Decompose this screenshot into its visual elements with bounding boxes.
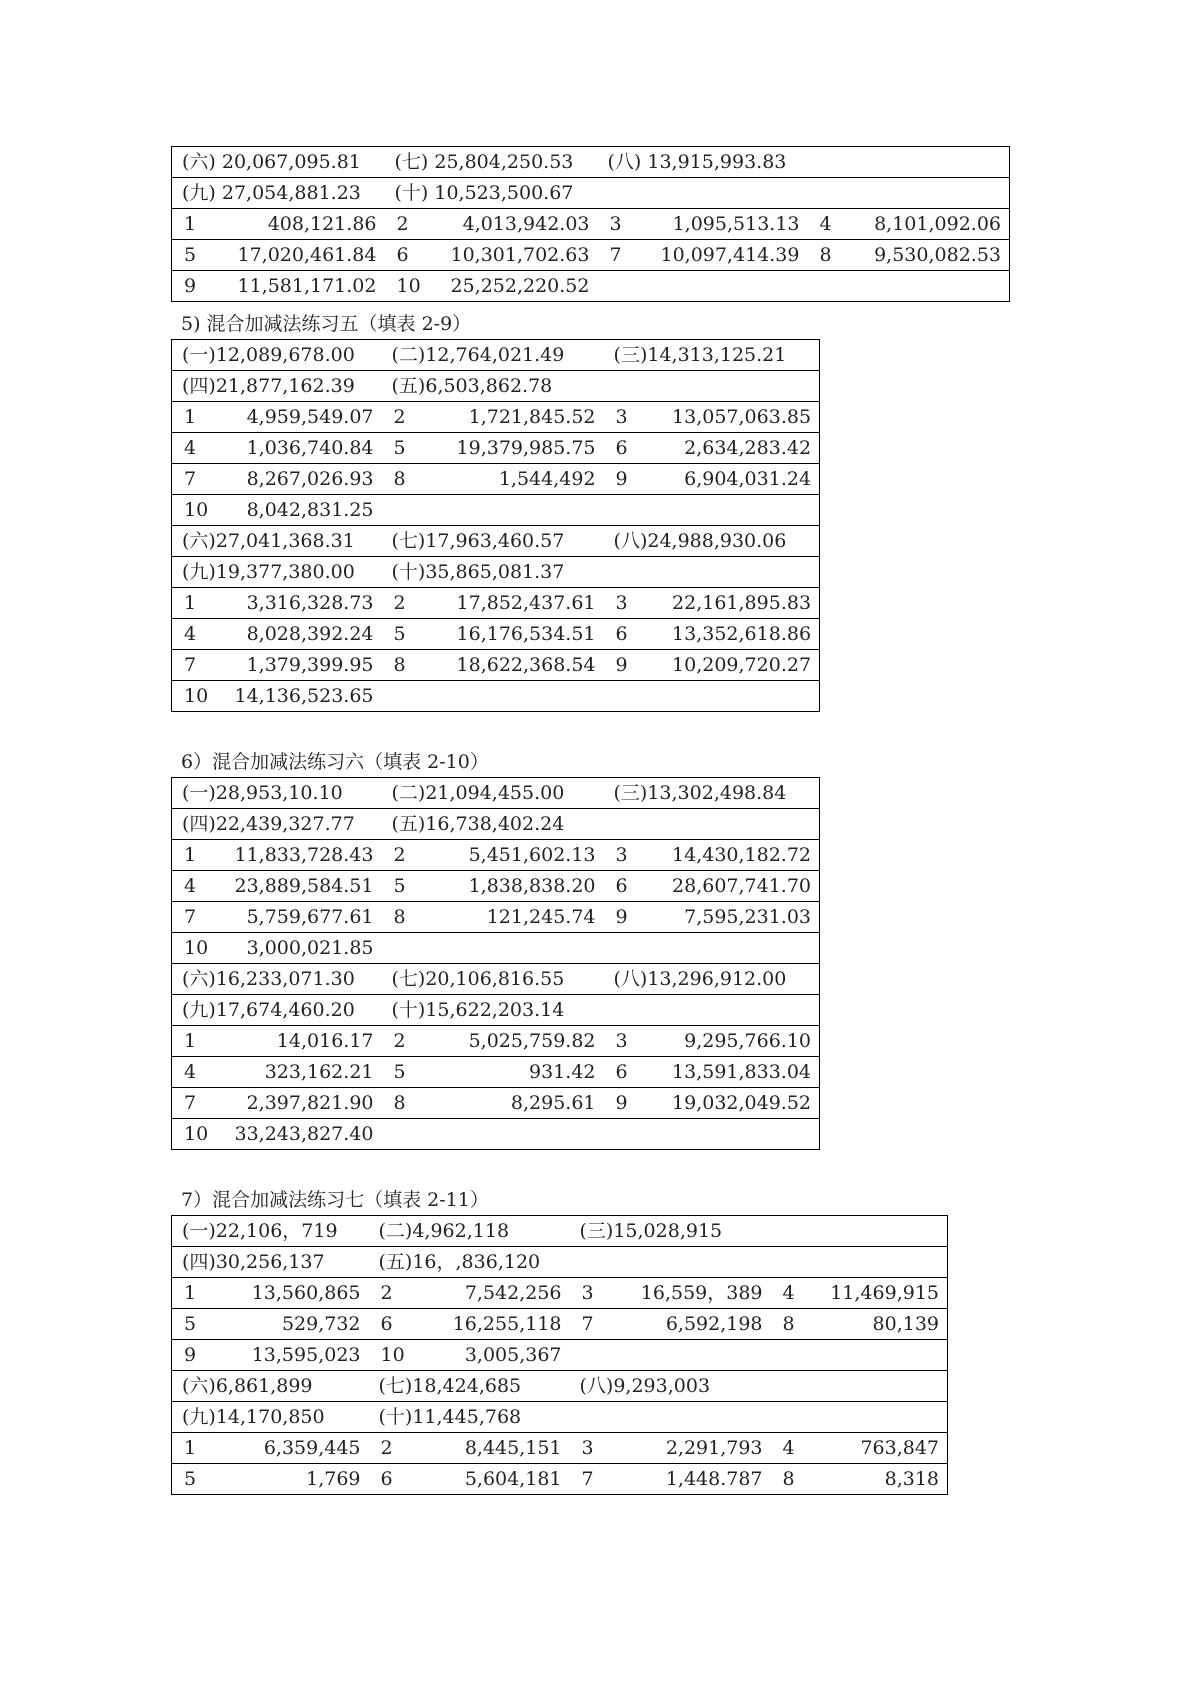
item-number: 6 (369, 1464, 413, 1495)
item-value: 1,838,838.20 (426, 871, 604, 902)
group-total-cell: (九)14,170,850 (172, 1402, 369, 1433)
group-header-row (172, 1216, 948, 1247)
group-total-cell: (九)17,674,460.20 (172, 995, 382, 1026)
group-total-cell: (九) 27,054,881.23 (172, 178, 385, 209)
group-total-cell: (十) 10,523,500.67 (385, 178, 598, 209)
answer-row (172, 588, 820, 619)
item-value: 11,833,728.43 (212, 840, 382, 871)
answer-row (172, 902, 820, 933)
item-number: 1 (172, 588, 212, 619)
item-number: 6 (604, 1057, 648, 1088)
item-value: 11,469,915 (815, 1278, 948, 1309)
item-value: 408,121.86 (225, 209, 385, 240)
group-total-cell: (六) 20,067,095.81 (172, 147, 385, 178)
item-value: 8,101,092.06 (858, 209, 1010, 240)
item-number: 8 (382, 464, 426, 495)
item-number: 1 (172, 402, 212, 433)
item-value: 22,161,895.83 (648, 588, 820, 619)
item-number: 2 (382, 588, 426, 619)
item-number: 7 (598, 240, 648, 271)
item-value: 25,252,220.52 (438, 271, 598, 302)
item-value: 33,243,827.40 (212, 1119, 382, 1150)
answer-row (172, 209, 1010, 240)
answer-row (172, 1278, 948, 1309)
item-number: 10 (172, 1119, 212, 1150)
answer-row (172, 1464, 948, 1495)
item-value: 529,732 (212, 1309, 369, 1340)
item-number: 5 (382, 871, 426, 902)
item-number: 2 (382, 1026, 426, 1057)
item-value: 17,020,461.84 (225, 240, 385, 271)
group-total-cell: (七)18,424,685 (369, 1371, 570, 1402)
item-value: 121,245.74 (426, 902, 604, 933)
answer-row (172, 1433, 948, 1464)
exercise-section (171, 146, 1010, 302)
answer-row (172, 681, 820, 712)
item-value: 1,448.787 (614, 1464, 771, 1495)
answer-row (172, 1340, 948, 1371)
group-total-cell: (四)22,439,327.77 (172, 809, 382, 840)
group-header-row (172, 964, 820, 995)
group-header-row (172, 1371, 948, 1402)
item-number: 2 (369, 1278, 413, 1309)
answer-row (172, 464, 820, 495)
group-total-cell: (四)21,877,162.39 (172, 371, 382, 402)
empty-cell (382, 933, 820, 964)
empty-cell (570, 1247, 948, 1278)
item-value: 8,445,151 (413, 1433, 570, 1464)
item-value: 3,000,021.85 (212, 933, 382, 964)
item-value: 19,379,985.75 (426, 433, 604, 464)
item-number: 1 (172, 209, 225, 240)
item-number: 9 (172, 271, 225, 302)
item-value: 1,721,845.52 (426, 402, 604, 433)
group-total-cell: (五)16，,836,120 (369, 1247, 570, 1278)
item-number: 3 (598, 209, 648, 240)
item-value: 5,451,602.13 (426, 840, 604, 871)
empty-cell (604, 371, 820, 402)
answer-row (172, 433, 820, 464)
answer-row (172, 1119, 820, 1150)
item-value: 3,316,328.73 (212, 588, 382, 619)
item-value: 10,097,414.39 (648, 240, 808, 271)
group-header-row (172, 995, 820, 1026)
item-value: 11,581,171.02 (225, 271, 385, 302)
empty-cell (598, 271, 1010, 302)
group-total-cell: (十)15,622,203.14 (382, 995, 604, 1026)
item-value: 8,295.61 (426, 1088, 604, 1119)
item-value: 13,591,833.04 (648, 1057, 820, 1088)
item-value: 2,291,793 (614, 1433, 771, 1464)
item-number: 3 (604, 402, 648, 433)
item-number: 6 (604, 619, 648, 650)
item-value: 6,904,031.24 (648, 464, 820, 495)
answer-table (171, 1215, 948, 1495)
item-number: 3 (604, 588, 648, 619)
group-total-cell: (十)11,445,768 (369, 1402, 570, 1433)
empty-cell (771, 1216, 948, 1247)
answer-row (172, 840, 820, 871)
group-header-row (172, 371, 820, 402)
answer-row (172, 402, 820, 433)
item-number: 3 (570, 1278, 614, 1309)
group-total-cell: (一)28,953,10.10 (172, 778, 382, 809)
group-header-row (172, 526, 820, 557)
item-value: 5,759,677.61 (212, 902, 382, 933)
item-number: 8 (382, 650, 426, 681)
exercise-section (171, 747, 820, 1150)
group-header-row (172, 1402, 948, 1433)
item-number: 5 (172, 240, 225, 271)
item-value: 23,889,584.51 (212, 871, 382, 902)
item-number: 9 (604, 464, 648, 495)
item-number: 2 (385, 209, 438, 240)
item-number: 9 (604, 1088, 648, 1119)
answer-table (171, 146, 1010, 302)
group-total-cell: (三)13,302,498.84 (604, 778, 820, 809)
answer-row (172, 650, 820, 681)
answer-row (172, 871, 820, 902)
item-value: 1,379,399.95 (212, 650, 382, 681)
item-value: 1,544,492 (426, 464, 604, 495)
item-value: 18,622,368.54 (426, 650, 604, 681)
empty-cell (808, 147, 1010, 178)
item-number: 4 (771, 1433, 815, 1464)
group-total-cell: (二)21,094,455.00 (382, 778, 604, 809)
group-header-row (172, 147, 1010, 178)
item-number: 4 (172, 1057, 212, 1088)
group-total-cell: (七)17,963,460.57 (382, 526, 604, 557)
group-header-row (172, 178, 1010, 209)
item-value: 80,139 (815, 1309, 948, 1340)
section-caption: 7）混合加减法练习七（填表 2-11） (181, 1189, 489, 1211)
group-total-cell: (七) 25,804,250.53 (385, 147, 598, 178)
section-caption: 5) 混合加减法练习五（填表 2-9） (181, 313, 472, 335)
answer-row (172, 1057, 820, 1088)
item-number: 7 (172, 1088, 212, 1119)
item-number: 1 (172, 1278, 212, 1309)
empty-cell (771, 1371, 948, 1402)
item-number: 6 (385, 240, 438, 271)
item-value: 16,559，389 (614, 1278, 771, 1309)
item-value: 5,025,759.82 (426, 1026, 604, 1057)
group-total-cell: (一)12,089,678.00 (172, 340, 382, 371)
empty-cell (604, 809, 820, 840)
group-total-cell: (六)16,233,071.30 (172, 964, 382, 995)
group-total-cell: (八)13,296,912.00 (604, 964, 820, 995)
group-header-row (172, 340, 820, 371)
group-total-cell: (二)4,962,118 (369, 1216, 570, 1247)
item-number: 8 (771, 1309, 815, 1340)
item-number: 8 (771, 1464, 815, 1495)
empty-cell (570, 1402, 948, 1433)
item-number: 4 (172, 619, 212, 650)
answer-row (172, 271, 1010, 302)
item-value: 16,255,118 (413, 1309, 570, 1340)
item-value: 14,136,523.65 (212, 681, 382, 712)
item-value: 7,542,256 (413, 1278, 570, 1309)
item-number: 10 (172, 495, 212, 526)
exercise-section (171, 309, 820, 712)
group-total-cell: (五)6,503,862.78 (382, 371, 604, 402)
item-value: 14,430,182.72 (648, 840, 820, 871)
item-number: 6 (604, 871, 648, 902)
item-value: 10,209,720.27 (648, 650, 820, 681)
item-value: 28,607,741.70 (648, 871, 820, 902)
item-value: 19,032,049.52 (648, 1088, 820, 1119)
item-value: 17,852,437.61 (426, 588, 604, 619)
item-number: 4 (808, 209, 858, 240)
group-total-cell: (九)19,377,380.00 (172, 557, 382, 588)
item-number: 1 (172, 1433, 212, 1464)
item-value: 2,397,821.90 (212, 1088, 382, 1119)
item-number: 8 (382, 902, 426, 933)
item-value: 8,028,392.24 (212, 619, 382, 650)
item-value: 763,847 (815, 1433, 948, 1464)
item-value: 6,359,445 (212, 1433, 369, 1464)
item-number: 2 (382, 402, 426, 433)
item-number: 10 (385, 271, 438, 302)
item-number: 3 (604, 840, 648, 871)
group-total-cell: (八)24,988,930.06 (604, 526, 820, 557)
item-number: 6 (604, 433, 648, 464)
item-number: 4 (771, 1278, 815, 1309)
empty-cell (382, 1119, 820, 1150)
item-number: 3 (604, 1026, 648, 1057)
item-value: 4,959,549.07 (212, 402, 382, 433)
item-number: 7 (570, 1464, 614, 1495)
item-number: 4 (172, 871, 212, 902)
item-number: 5 (382, 433, 426, 464)
answer-row (172, 933, 820, 964)
item-value: 1,036,740.84 (212, 433, 382, 464)
item-number: 8 (808, 240, 858, 271)
group-total-cell: (十)35,865,081.37 (382, 557, 604, 588)
empty-cell (382, 681, 820, 712)
empty-cell (604, 557, 820, 588)
item-number: 10 (172, 681, 212, 712)
answer-row (172, 1088, 820, 1119)
item-number: 2 (369, 1433, 413, 1464)
group-header-row (172, 557, 820, 588)
item-number: 4 (172, 433, 212, 464)
item-value: 13,352,618.86 (648, 619, 820, 650)
item-value: 13,560,865 (212, 1278, 369, 1309)
item-number: 1 (172, 840, 212, 871)
item-value: 6,592,198 (614, 1309, 771, 1340)
item-value: 5,604,181 (413, 1464, 570, 1495)
item-value: 2,634,283.42 (648, 433, 820, 464)
group-total-cell: (七)20,106,816.55 (382, 964, 604, 995)
answer-row (172, 619, 820, 650)
item-value: 8,042,831.25 (212, 495, 382, 526)
item-value: 1,769 (212, 1464, 369, 1495)
item-number: 6 (369, 1309, 413, 1340)
answer-row (172, 240, 1010, 271)
group-total-cell: (三)14,313,125.21 (604, 340, 820, 371)
group-header-row (172, 809, 820, 840)
item-number: 9 (604, 650, 648, 681)
empty-cell (604, 995, 820, 1026)
item-number: 9 (604, 902, 648, 933)
item-number: 7 (570, 1309, 614, 1340)
item-value: 8,267,026.93 (212, 464, 382, 495)
item-number: 7 (172, 902, 212, 933)
item-value: 16,176,534.51 (426, 619, 604, 650)
item-number: 10 (172, 933, 212, 964)
item-value: 10,301,702.63 (438, 240, 598, 271)
item-number: 5 (172, 1464, 212, 1495)
group-total-cell: (六)6,861,899 (172, 1371, 369, 1402)
group-total-cell: (二)12,764,021.49 (382, 340, 604, 371)
item-number: 5 (172, 1309, 212, 1340)
answer-table (171, 339, 820, 712)
group-total-cell: (八)9,293,003 (570, 1371, 771, 1402)
item-value: 3,005,367 (413, 1340, 570, 1371)
group-header-row (172, 1247, 948, 1278)
item-value: 13,595,023 (212, 1340, 369, 1371)
empty-cell (382, 495, 820, 526)
item-value: 13,057,063.85 (648, 402, 820, 433)
item-number: 2 (382, 840, 426, 871)
group-total-cell: (三)15,028,915 (570, 1216, 771, 1247)
group-total-cell: (八) 13,915,993.83 (598, 147, 808, 178)
item-value: 931.42 (426, 1057, 604, 1088)
item-number: 5 (382, 619, 426, 650)
exercise-section (171, 1185, 948, 1495)
empty-cell (598, 178, 1010, 209)
group-total-cell: (一)22,106，719 (172, 1216, 369, 1247)
item-number: 8 (382, 1088, 426, 1119)
item-value: 9,295,766.10 (648, 1026, 820, 1057)
item-number: 5 (382, 1057, 426, 1088)
empty-cell (570, 1340, 948, 1371)
group-header-row (172, 778, 820, 809)
item-value: 323,162.21 (212, 1057, 382, 1088)
group-total-cell: (六)27,041,368.31 (172, 526, 382, 557)
item-number: 3 (570, 1433, 614, 1464)
item-value: 14,016.17 (212, 1026, 382, 1057)
group-total-cell: (五)16,738,402.24 (382, 809, 604, 840)
item-number: 9 (172, 1340, 212, 1371)
item-value: 7,595,231.03 (648, 902, 820, 933)
answer-table (171, 777, 820, 1150)
item-value: 8,318 (815, 1464, 948, 1495)
answer-row (172, 1309, 948, 1340)
item-value: 1,095,513.13 (648, 209, 808, 240)
item-number: 10 (369, 1340, 413, 1371)
item-number: 1 (172, 1026, 212, 1057)
answer-row (172, 495, 820, 526)
item-number: 7 (172, 464, 212, 495)
group-total-cell: (四)30,256,137 (172, 1247, 369, 1278)
section-caption: 6）混合加减法练习六（填表 2-10） (181, 751, 489, 773)
item-value: 4,013,942.03 (438, 209, 598, 240)
item-number: 7 (172, 650, 212, 681)
item-value: 9,530,082.53 (858, 240, 1010, 271)
answer-row (172, 1026, 820, 1057)
